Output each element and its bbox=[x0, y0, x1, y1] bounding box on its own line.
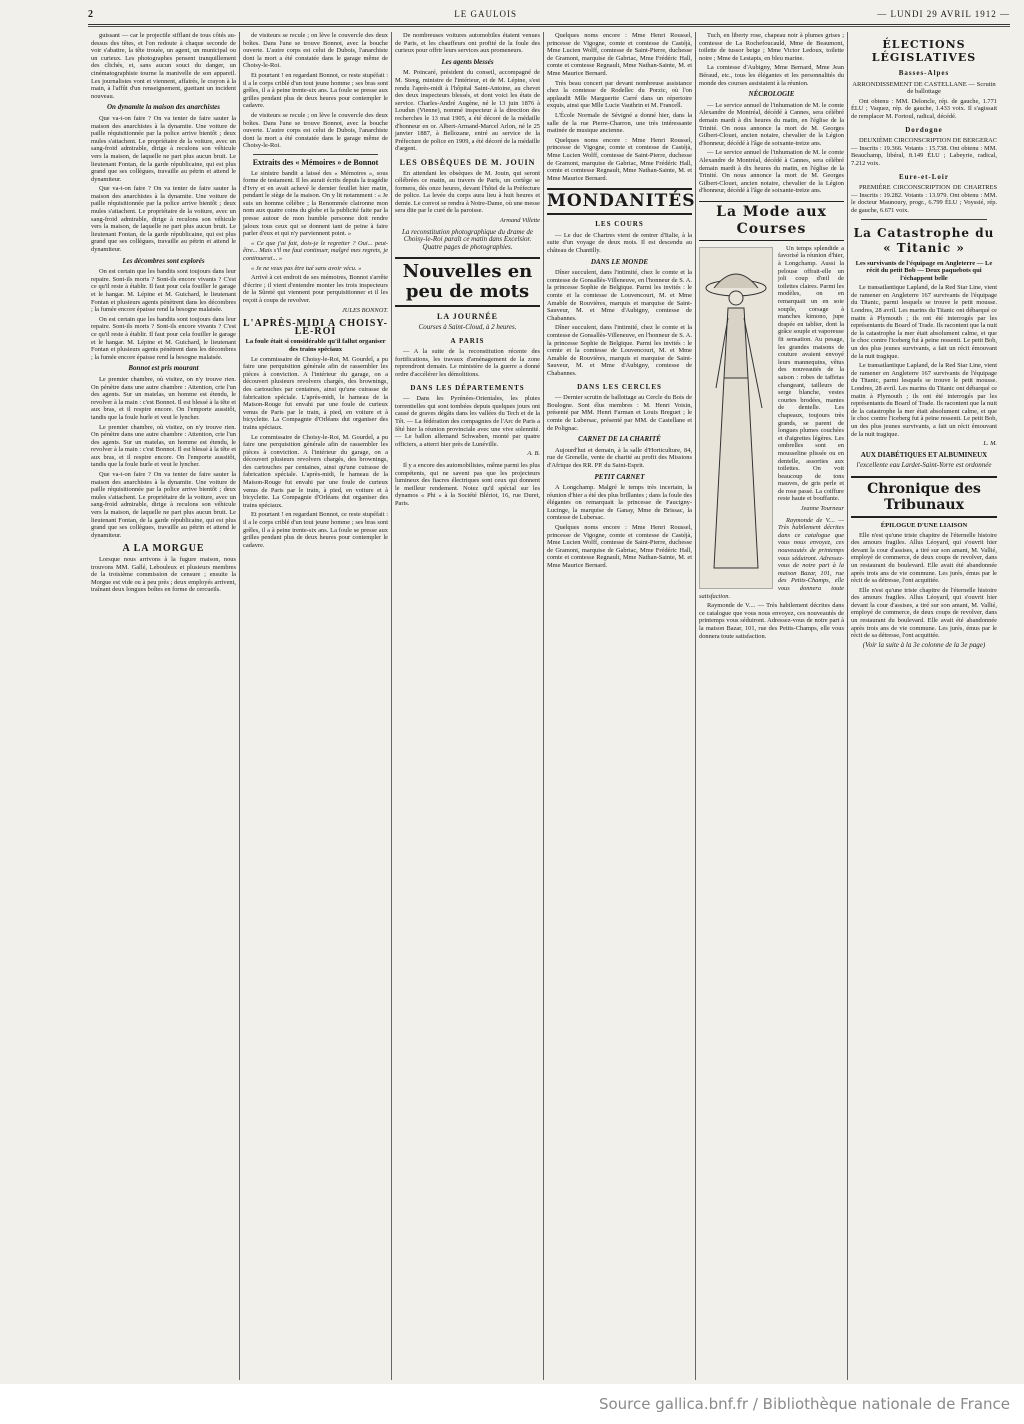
col2-memoires-text: Le sinistre bandit a laissé des « Mémoires », sous forme de testament. Il les aurait écrits depuis la tragédie d'Ivry et en avait achevé le dernier feuillet hier matin, pendant le siège de la maison. On y lit notamment : « Je suis un homme célèbre ; la Renommée claironne mon nom aux quatre coins du globe et la publicité faite par la presse autour de mon humble personne doit rendre jaloux tous ceux qui se donnent tant de peine à faire parler d'eux et qui n'y parviennent point. » bbox=[243, 169, 388, 238]
col2-apres-text-2: Le commissaire de Choisy-le-Roi, M. Gourdel, a pu faire une perquisition générale afin de rassembler les pièces à conviction. A l'intérieur du garage, on a découvert plusieurs revolvers chargés, des brownings, des cartouches par centaines, ainsi qu'une cuirasse de fabrication spéciale. L'après-midi, le hameau de la Maison-Rouge fut envahi par une foule de curieux venus de Paris par le train, à pied, en voiture et à bicyclette. La Compagnie d'Orléans dut organiser des trains spéciaux. bbox=[243, 433, 388, 509]
col4-paragraph-3: L'École Normale de Sévigné a donné hier, dans la salle de la rue Pierre-Charron, une très intéressante matinée de musique ancienne. bbox=[547, 111, 692, 135]
col4-petit-carnet-text: A Longchamp. Malgré le temps très incertain, la réunion d'hier a été des plus brillantes ; dans la foule des élégantes on remarquait la princesse de Faucigny-Lucinge, la marquise de Ganay, Mme de Brissac, la comtesse de Lubersac. bbox=[547, 484, 692, 522]
col2-subheading-foule: La foule était si considérable qu'il fallut organiser des trains spéciaux bbox=[245, 338, 386, 353]
col3-lead: De nombreuses voitures automobiles étaient venues de Paris, et les chauffeurs ont profité de la foule des curieux pour offrir leurs services aux promeneurs. bbox=[395, 32, 540, 55]
source-footer bbox=[0, 1384, 1024, 1424]
col6-heading-tribunaux: Chronique des Tribunaux bbox=[851, 476, 997, 518]
col6-titanic-text: Le transatlantique Lapland, de la Red Star Line, vient de ramener en Angleterre 167 survivants de l'équipage du Titanic, parmi lesquels se trouve le petit mousse. Londres, 28 avril. Les marins du Titanic ont débarqué ce matin à Plymouth ; ils ont été interrogés par les représentants du Board of Trade. Ils racontent que la nuit de la catastrophe la mer était absolument calme, et que le choc contre l'iceberg fut à peine ressenti. Le petit Bob, un des plus jeunes survivants, a fait un récit émouvant de la nuit tragique. bbox=[851, 284, 997, 360]
col6-heading-dordogne: Dordogne bbox=[905, 125, 943, 134]
col3-paris-text: — A la suite de la reconstitution récente des fortifications, les travaux d'aménagement de la zone reprendront demain. Le ministère de la guerre a donné ordre d'accélérer les démolitions. bbox=[395, 348, 540, 378]
column-1 bbox=[88, 32, 240, 1380]
col1-dynamite-text-2: Que va-t-on faire ? On va tenter de faire sauter la maison des anarchistes à la dynamite. Une voiture de paille réquisitionnée par la police arrive bientôt ; deux mules s'attachent. Le propriétaire de la voiture, avec un sang-froid admirable, dirige à reculons son véhicule vers la maison, de laquelle ne part plus aucun bruit. Le lieutenant Fontan, de la garde républicaine, qui est plus grand que ses collègues, travaille au pétrin et attend le dynamiteur. bbox=[91, 185, 236, 254]
col6-diabetiques-text: l'excellente eau Lardet-Saint-Yorre est ordonnée bbox=[856, 461, 992, 470]
col6-tribunaux-sub: ÉPILOGUE D'UNE LIAISON bbox=[880, 521, 968, 529]
col1-bonnot-text-2: Le premier chambre, où visitez, on n'y trouve rien. On pénètre dans une autre chambre : Attention, crie l'un des agents. Sur un matelas, un homme est étendu, le revolver à la main : c'est Bonnot. Il est blessé à la tête et aux bras, et il respire encore. On l'emporte aussitôt, tandis que la foule hurle et veut le lyncher. bbox=[91, 423, 236, 469]
col4-monde-text: Dîner succulent, dans l'intimité, chez le comte et la comtesse de Gonsallès-Villeneuve, en l'honneur de S. A. la princesse Sophie de Belgique. Parmi les invités : le comte et la comtesse de Louvencourt, M. et Mme Amable de Rouvières, marquis et marquise de Saint-Sauveur, M. et Mme d'Aubigny, comtesse de Chabannes. bbox=[547, 269, 692, 322]
col2-lead: de visiteurs se recule ; on lève le couvercle des deux boîtes. Dans l'une se trouve Bonnot, avec la bouche ouverte. L'autre corps est celui de Dubois, l'anarchiste dont la mort a été constatée dans le garage même de Choisy-le-Roi. bbox=[243, 32, 388, 70]
fashion-figure-drawing bbox=[700, 248, 772, 588]
col2-apres-text-3: Et pourtant ! en regardant Bonnot, ce reste stupéfait : il a le corps criblé d'un tout jeune homme ; ses bras sont grêles, il a à peine trente-six ans. La foule se presse aux grilles pendant plus de deux heures pour contempler le cadavre. bbox=[243, 511, 388, 549]
col6-heading-eure: Eure-et-Loir bbox=[899, 172, 949, 181]
col3-blesses-text: M. Poincaré, président du conseil, accompagné de M. Steeg, ministre de l'intérieur, et de M. Lépine, s'est rendu l'après-midi à l'hôpital Saint-Antoine, au chevet des deux inspecteurs blessés, et dont voici les états de service. Charles-André Augène, né le 13 juin 1876 à Loudun (Vienne), nommé inspecteur à la direction des recherches le 13 mai 1905, a été décoré de la médaille d'honneur en or. Albert-Armand-Marcel Arlon, né le 25 janvier 1887, à Bellozane, entré au service de la Préfecture de police en 1909, a été décoré de la médaille d'argent. bbox=[395, 69, 540, 153]
col4-cercles-text: — Dernier scrutin de ballottage au Cercle du Bois de Boulogne. Sont élus membres : M. Henri Voisin, présenté par MM. Henri Farman et Louis Breguet ; le comte de Lubersac, présenté par MM. de Castellane et de Polignac. bbox=[547, 394, 692, 432]
column-2 bbox=[240, 32, 392, 1380]
col3-obseques-text: En attendant les obsèques de M. Jouin, qui seront célébrées ce matin, au travers de Paris, un cortège se formera, dès onze heures, devant l'hôtel de la Préfecture de police. La levée du corps aura lieu à huit heures et demie. Le convoi se rendra à Notre-Dame, où une messe sera dite par le curé de la paroisse. bbox=[395, 169, 540, 215]
col2-heading-apres-midi: L'APRÈS-MIDI A CHOISY-LE-ROI bbox=[243, 318, 388, 337]
col3-signature-2: A. B. bbox=[527, 450, 540, 458]
col5-mode-text: Un temps splendide a favorisé la réunion d'hier, à Longchamp. Aussi la pelouse offrait-elle un joli coup d'œil de toilettes claires. Parmi les modèles, on en remarquait un en soie souple, corsage à manches kimono, jupe drapée en tablier, dont la grâce souple et vaporeuse fit sensation. Au pesage, les grandes maisons de couture avaient envoyé leurs mannequins, vêtus des nouveautés de la saison : robes de taffetas changeant, tailleurs de serge blanche, vestes courtes brodées, mantes de dentelle. Les chapeaux, toujours très grands, se parent de longues plumes couchées et d'aigrettes légères. Les ombrelles sont en mousseline plissée ou en dentelle, assorties aux toilettes. On voit beaucoup de tons mauves, de gris perle et de rose passé. La coiffure reste haute et bouffante. bbox=[778, 244, 844, 503]
col3-autos-text: Il y a encore des automobilistes, même parmi les plus compétents, qui ne savent pas que les projecteurs lumineux des fiacres électriques sont ceux qui donnent le meilleur rendement. Notez qu'il spécial sur les dynamos « Phi » à la Société Blériot, 16, rue Duret, Paris. bbox=[395, 461, 541, 507]
column-4 bbox=[544, 32, 696, 1380]
col6-rule bbox=[861, 219, 987, 220]
col4-heading-monde: DANS LE MONDE bbox=[590, 257, 649, 266]
col3-signature: Armand Villette bbox=[499, 217, 540, 225]
col1-heading-decombres: Les décombres sont explorés bbox=[122, 256, 205, 265]
header-rule bbox=[88, 26, 1010, 29]
col1-bonnot-text: Le premier chambre, où visitez, on n'y trouve rien. On pénètre dans une autre chambre : Attention, crie l'un des agents. Sur un matelas, un homme est étendu, le revolver à la main : c'est Bonnot. Il est blessé à la tête et aux bras, et il respire encore. On l'emporte aussitôt, tandis que la foule hurle et veut le lyncher. bbox=[91, 375, 236, 421]
col3-photo-caption: La reconstitution photographique du drame de Choisy-le-Roi paraît ce matin dans Excelsior. Quatre pages de photographies. bbox=[402, 227, 533, 251]
col3-journee-sub: Courses à Saint-Cloud, à 2 heures. bbox=[418, 323, 517, 332]
col2-memoires-end: Arrivé à cet endroit de ses mémoires, Bonnot s'arrête d'écrire ; il vient d'entendre monter les trois inspecteurs de la Sûreté qui viennent pour perquisitionner et il les reçoit à coups de revolver. bbox=[243, 274, 388, 304]
col3-heading-journee: LA JOURNÉE bbox=[437, 312, 498, 322]
col5-necrologie-text: — Le service annuel de l'inhumation de M. le comte Alexandre de Montréal, décédé à Cannes, sera célébré demain mardi à dix heures du matin, en l'église de la Trinité. On nous annonce la mort de M. Georges Gilbert-Clouet, ancien notaire, chevalier de la Légion d'honneur, décédé à l'âge de soixante-treize ans. bbox=[699, 101, 844, 147]
column-3 bbox=[392, 32, 544, 1380]
col1-bonnot-text-3: Que va-t-on faire ? On va tenter de faire sauter la maison des anarchistes à la dynamite. Une voiture de paille réquisitionnée par la police arrive bientôt ; deux mules s'attachent. Le propriétaire de la voiture, avec un sang-froid admirable, dirige à reculons son véhicule vers la maison, de laquelle ne part plus aucun bruit. Le lieutenant Fontan, de la garde républicaine, qui est plus grand que ses collègues, travaille au pétrin et attend le dynamiteur. bbox=[91, 471, 236, 539]
col5-signature: Jeanne Tourneur bbox=[800, 505, 844, 513]
col6-eure-results: PREMIÈRE CIRCONSCRIPTION DE CHARTRES — Inscrits : 19.282. Votants : 13.979. Ont obtenu : MM. le docteur Maunoury, progr., 6.799 ÉLU ; Voyssié, rép. de gauche, 6.671 voix. bbox=[851, 184, 997, 214]
col4-paragraph-4: Quelques noms encore : Mme Henri Roussel, princesse de Vigogne, comte et comtesse de Castéjà, Mme Lucien Wolff, comtesse de Saint-Pierre, duchesse de Gramont, marquise de Gabriac, Mme Frédéric Hall, comte et comtesse Regnault, Mme Nathan-Sainte, M. et Mme Maurice Bernard. bbox=[547, 136, 692, 182]
col4-cours-text: — Le duc de Chartres vient de rentrer d'Italie, à la suite d'un voyage de deux mois. Il est descendu au château de Chantilly. bbox=[547, 231, 692, 255]
col4-heading-cours: LES COURS bbox=[595, 220, 644, 229]
col6-tribunaux-text: Elle n'est qu'une triste chapitre de l'éternelle histoire des amours fragiles. Allus Léoyard, qui s'ouvrit hier devant la cour d'assises, a tiré sur son amant, M. Vallié, employé de commerce, de deux coups de revolver, dans un restaurant du boulevard. Elle avait été abandonnée après trois ans de vie commune. Les jurés, émus par le récit de sa détresse, l'ont acquittée. bbox=[851, 531, 997, 585]
column-6 bbox=[848, 32, 1000, 1380]
col2-heading-memoires: Extraits des « Mémoires » de Bonnot bbox=[252, 157, 379, 167]
col3-heading-paris: A PARIS bbox=[450, 336, 485, 345]
issue-date: — LUNDI 29 AVRIL 1912 — bbox=[877, 9, 1010, 19]
col3-heading-blesses: Les agents blessés bbox=[441, 57, 494, 66]
col3-departements-text: — Dans les Pyrénées-Orientales, les pluies torrentielles qui sont tombées depuis quelques jours ont causé de graves dégâts dans les vallées du Tech et de la Têt. — La fédération des compagnies de l'Arc de Paris a fêté hier la réunion provinciale avec une vive solennité. — Le ballon allemand Schwaben, monté par quatre officiers, a atterri hier près de Lunéville. bbox=[395, 395, 540, 448]
col3-heading-obseques: LES OBSÈQUES DE M. JOUIN bbox=[399, 157, 536, 167]
col6-heading-alpes: Basses-Alpes bbox=[898, 69, 950, 77]
col1-decombres-text: On est certain que les bandits sont toujours dans leur repaire. Sont-ils morts ? Sont-ils encore vivants ? C'est ce qu'il reste à établir. Il faut pour cela fouiller le garage et le hangar. M. Lépine et M. Guichard, le lieutenant Fontan et plusieurs agents pénètrent dans les décombres ; la fumée encore épaisse rend la besogne malaisée. bbox=[91, 268, 236, 314]
fashion-illustration bbox=[699, 247, 773, 589]
col2-verse-2: « Je ne veux pas être tué sans avoir vécu. » bbox=[251, 264, 362, 272]
col4-heading-petit-carnet: PETIT CARNET bbox=[594, 472, 645, 481]
col5-lead: Tuch, en liberty rose, chapeau noir à plumes grises ; comtesse de La Rochefoucauld, Mme de Beaumont, toilette de tussor beige ; Mme Victor Ledoux, toilette noire ; Mme de Lestapis, en bleu marine. bbox=[699, 32, 844, 62]
columns bbox=[88, 32, 1010, 1380]
col6-titanic-sub: Les survivants de l'équipage en Angleterre — Le récit du petit Bob — Deux paquebots qui l'échappent belle bbox=[855, 259, 993, 282]
col2-paragraph-b: de visiteurs se recule ; on lève le couvercle des deux boîtes. Dans l'une se trouve Bonnot, avec la bouche ouverte. L'autre corps est celui de Dubois, l'anarchiste dont la mort a été constatée dans le garage même de Choisy-le-Roi. bbox=[243, 111, 388, 150]
col6-alpes-results: Ont obtenu : MM. Deloncle, rép. de gauche, 1.771 ÉLU ; Vaquez, rép. de gauche, 1.433 voix. Il s'agissait de remplacer M. Fortoul, radical, décédé. bbox=[851, 97, 997, 120]
col5-advert: Raymonde de V.... — Très habilement décrites dans ce catalogue que vous nous envoyez, ces nouveautés de printemps vous séduiront. Adressez-vous de notre part à la maison Bazar, 101, rue des Petits-Champs, elle vous donnera toute satisfaction. bbox=[699, 516, 844, 600]
col4-heading-cercles: DANS LES CERCLES bbox=[577, 382, 662, 391]
col1-morgue-text: Lorsque nous arrivons à la fugure maison, nous trouvons MM. Gallé, Lebouleux et plusieurs membres de la troisième commission de censure ; ensuite la Morgue est vide ou à peu près ; deux employés arrivent, traînant deux longues boîtes en forme de cercueils. bbox=[91, 556, 236, 594]
col6-heading-diabetiques: AUX DIABÉTIQUES ET ALBUMINEUX bbox=[860, 450, 988, 459]
col5-paragraph-2: La comtesse d'Aubigny, Mme Bernard, Mme Jean Béraud, etc., tous les élégantes et les personnalités du monde des courses assistaient à la réunion. bbox=[699, 64, 844, 87]
col6-dordogne-results: DEUXIÈME CIRCONSCRIPTION DE BERGERAC — Inscrits : 19.366. Votants : 15.738. Ont obtenu : MM. Beauchamp, libéral, 8.149 ÉLU ; Labeyrie, radical, 7.212 voix. bbox=[851, 137, 997, 167]
col4-lead: Quelques noms encore : Mme Henri Roussel, princesse de Vigogne, comte et comtesse de Castéjà, Mme Lucien Wolff, comtesse de Saint-Pierre, duchesse de Gramont, marquise de Gabriac, Mme Frédéric Hall, comte et comtesse Regnault, Mme Nathan-Sainte, M. et Mme Maurice Bernard. bbox=[547, 32, 692, 77]
col1-dynamite-text: Que va-t-on faire ? On va tenter de faire sauter la maison des anarchistes à la dynamite. Une voiture de paille réquisitionnée par la police arrive bientôt ; deux mules s'attachent. Le propriétaire de la voiture, avec un sang-froid admirable, dirige à reculons son véhicule vers la maison, de laquelle ne part plus aucun bruit. Le lieutenant Fontan, de la garde républicaine, qui est plus grand que ses collègues, travaille au pétrin et attend le dynamiteur. bbox=[91, 114, 236, 183]
col6-alpes-sub: ARRONDISSEMENT DE CASTELLANE — Scrutin de ballottage bbox=[852, 80, 996, 96]
paper-name: LE GAULOIS bbox=[454, 9, 517, 19]
col4-charite-text: Aujourd'hui et demain, à la salle d'Horticulture, 84, rue de Grenelle, vente de charité au profit des Missions d'Afrique des RR. PP. du Saint-Esprit. bbox=[547, 446, 692, 469]
col1-heading-dynamite: On dynamite la maison des anarchistes bbox=[107, 103, 220, 112]
running-head bbox=[88, 4, 1010, 25]
col4-heading-mondanites: MONDANITÉS bbox=[547, 188, 692, 215]
column-5 bbox=[696, 32, 848, 1380]
col4-paragraph-2: Très beau concert par devant nombreuse assistance chez la comtesse de Rodellec du Porzic, où l'on applaudit Mlle Marguerite Carré dans un répertoire exquis, ainsi que Mlle Lucie Vauthrin et M. Francell. bbox=[547, 79, 692, 110]
col6-tribunaux-text-2: Elle n'est qu'une triste chapitre de l'éternelle histoire des amours fragiles. Allus Léoyard, qui s'ouvrit hier devant la cour d'assises, a tiré sur son amant, M. Vallié, employé de commerce, de deux coups de revolver, dans un restaurant du boulevard. Elle avait été abandonnée après trois ans de vie commune. Les jurés, émus par le récit de sa détresse, l'ont acquittée. bbox=[851, 586, 997, 640]
col4-heading-charite: CARNET DE LA CHARITÉ bbox=[578, 435, 661, 444]
col3-heading-nouvelles: Nouvelles en peu de mots bbox=[395, 257, 540, 307]
col4-petit-carnet-text-2: Quelques noms encore : Mme Henri Roussel, princesse de Vigogne, comte et comtesse de Castéjà, Mme Lucien Wolff, comtesse de Saint-Pierre, duchesse de Gramont, marquise de Gabriac, Mme Frédéric Hall, comte et comtesse Regnault, Mme Nathan-Sainte, M. et Mme Maurice Bernard. bbox=[547, 524, 692, 570]
col1-lead: guissant — car le projectile sifflant de tous côtés au-dessus des têtes, et l'on redoute à chaque seconde de voir s'abattre, la tête trouée, un agent, un municipal ou un curieux. Les photographes pensent tranquillement des clichés, et, sans aucun souci du danger, un cinématographiste tourne la manivelle de son appareil. Les journalistes vont et viennent, affairés, le crayon à la main, à l'affût d'un renseignement, guettant un incident nouveau. bbox=[91, 32, 236, 100]
col5-heading-necrologie: NÉCROLOGIE bbox=[748, 90, 795, 99]
col6-heading-elections: ÉLECTIONS LÉGISLATIVES bbox=[871, 38, 977, 64]
col6-titanic-text-2: Le transatlantique Lapland, de la Red Star Line, vient de ramener en Angleterre 167 survivants de l'équipage du Titanic, parmi lesquels se trouve le petit mousse. Londres, 28 avril. Les marins du Titanic ont débarqué ce matin à Plymouth ; ils ont été interrogés par les représentants du Board of Trade. Ils racontent que la nuit de la catastrophe la mer était absolument calme, et que le choc contre l'iceberg fut à peine ressenti. Le petit Bob, un des plus jeunes survivants, a fait un récit émouvant de la nuit tragique. bbox=[851, 362, 997, 438]
col1-heading-bonnot: Bonnot est pris mourant bbox=[128, 364, 199, 373]
col6-signature: L. M. bbox=[983, 440, 997, 448]
col2-paragraph: Et pourtant ! en regardant Bonnot, ce reste stupéfait : il a le corps criblé d'un tout jeune homme ; ses bras sont grêles, il a à peine trente-six ans. La foule se presse aux grilles pendant plus de deux heures pour contempler le cadavre. bbox=[243, 71, 388, 110]
col6-continued-note: (Voir la suite à la 3e colonne de la 3e page) bbox=[862, 640, 986, 649]
col1-heading-morgue: A LA MORGUE bbox=[122, 543, 205, 555]
page-number: 2 bbox=[88, 8, 94, 20]
col2-rule bbox=[253, 154, 378, 155]
col5-heading-mode: La Mode aux Courses bbox=[699, 201, 844, 241]
col2-signature: JULES BONNOT. bbox=[341, 306, 388, 314]
col5-advert-2: Raymonde de V.... — Très habilement décrites dans ce catalogue que vous nous envoyez, ces nouveautés de printemps vous séduiront. Adressez-vous de notre part à la maison Bazar, 101, rue des Petits-Champs, elle vous donnera toute satisfaction. bbox=[699, 602, 844, 640]
col3-heading-departements: DANS LES DÉPARTEMENTS bbox=[410, 383, 525, 392]
col4-monde-text-2: Dîner succulent, dans l'intimité, chez le comte et la comtesse de Gonsallès-Villeneuve, en l'honneur de S. A. la princesse Sophie de Belgique. Parmi les invités : le comte et la comtesse de Louvencourt, M. et Mme Amable de Rouvières, marquis et marquise de Saint-Sauveur, M. et Mme d'Aubigny, comtesse de Chabannes. bbox=[547, 324, 692, 377]
col1-decombres-text-2: On est certain que les bandits sont toujours dans leur repaire. Sont-ils morts ? Sont-ils encore vivants ? C'est ce qu'il reste à établir. Il faut pour cela fouiller le garage et le hangar. M. Lépine et M. Guichard, le lieutenant Fontan et plusieurs agents pénètrent dans les décombres ; la fumée encore épaisse rend la besogne malaisée. bbox=[91, 315, 236, 361]
col2-apres-text: Le commissaire de Choisy-le-Roi, M. Gourdel, a pu faire une perquisition générale afin de rassembler les pièces à conviction. A l'intérieur du garage, on a découvert plusieurs revolvers chargés, des brownings, des cartouches par centaines, ainsi qu'une cuirasse de fabrication spéciale. L'après-midi, le hameau de la Maison-Rouge fut envahi par une foule de curieux venus de Paris par le train, à pied, en voiture et à bicyclette. La Compagnie d'Orléans dut organiser des trains spéciaux. bbox=[243, 355, 388, 431]
col5-necrologie-text-2: — Le service annuel de l'inhumation de M. le comte Alexandre de Montréal, décédé à Cannes, sera célébré demain mardi à dix heures du matin, en l'église de la Trinité. On nous annonce la mort de M. Georges Gilbert-Clouet, ancien notaire, chevalier de la Légion d'honneur, décédé à l'âge de soixante-treize ans. bbox=[699, 149, 844, 195]
col6-heading-titanic: La Catastrophe du « Titanic » bbox=[853, 225, 995, 255]
source-credit: Source gallica.bnf.fr / Bibliothèque nationale de France bbox=[598, 1395, 1010, 1413]
col2-verse-1: « Ce que j'ai fait, dois-je le regretter ? Oui... peut-être... Mais s'il me faut continuer, malgré mes regrets, je continuerai... » bbox=[243, 239, 388, 263]
